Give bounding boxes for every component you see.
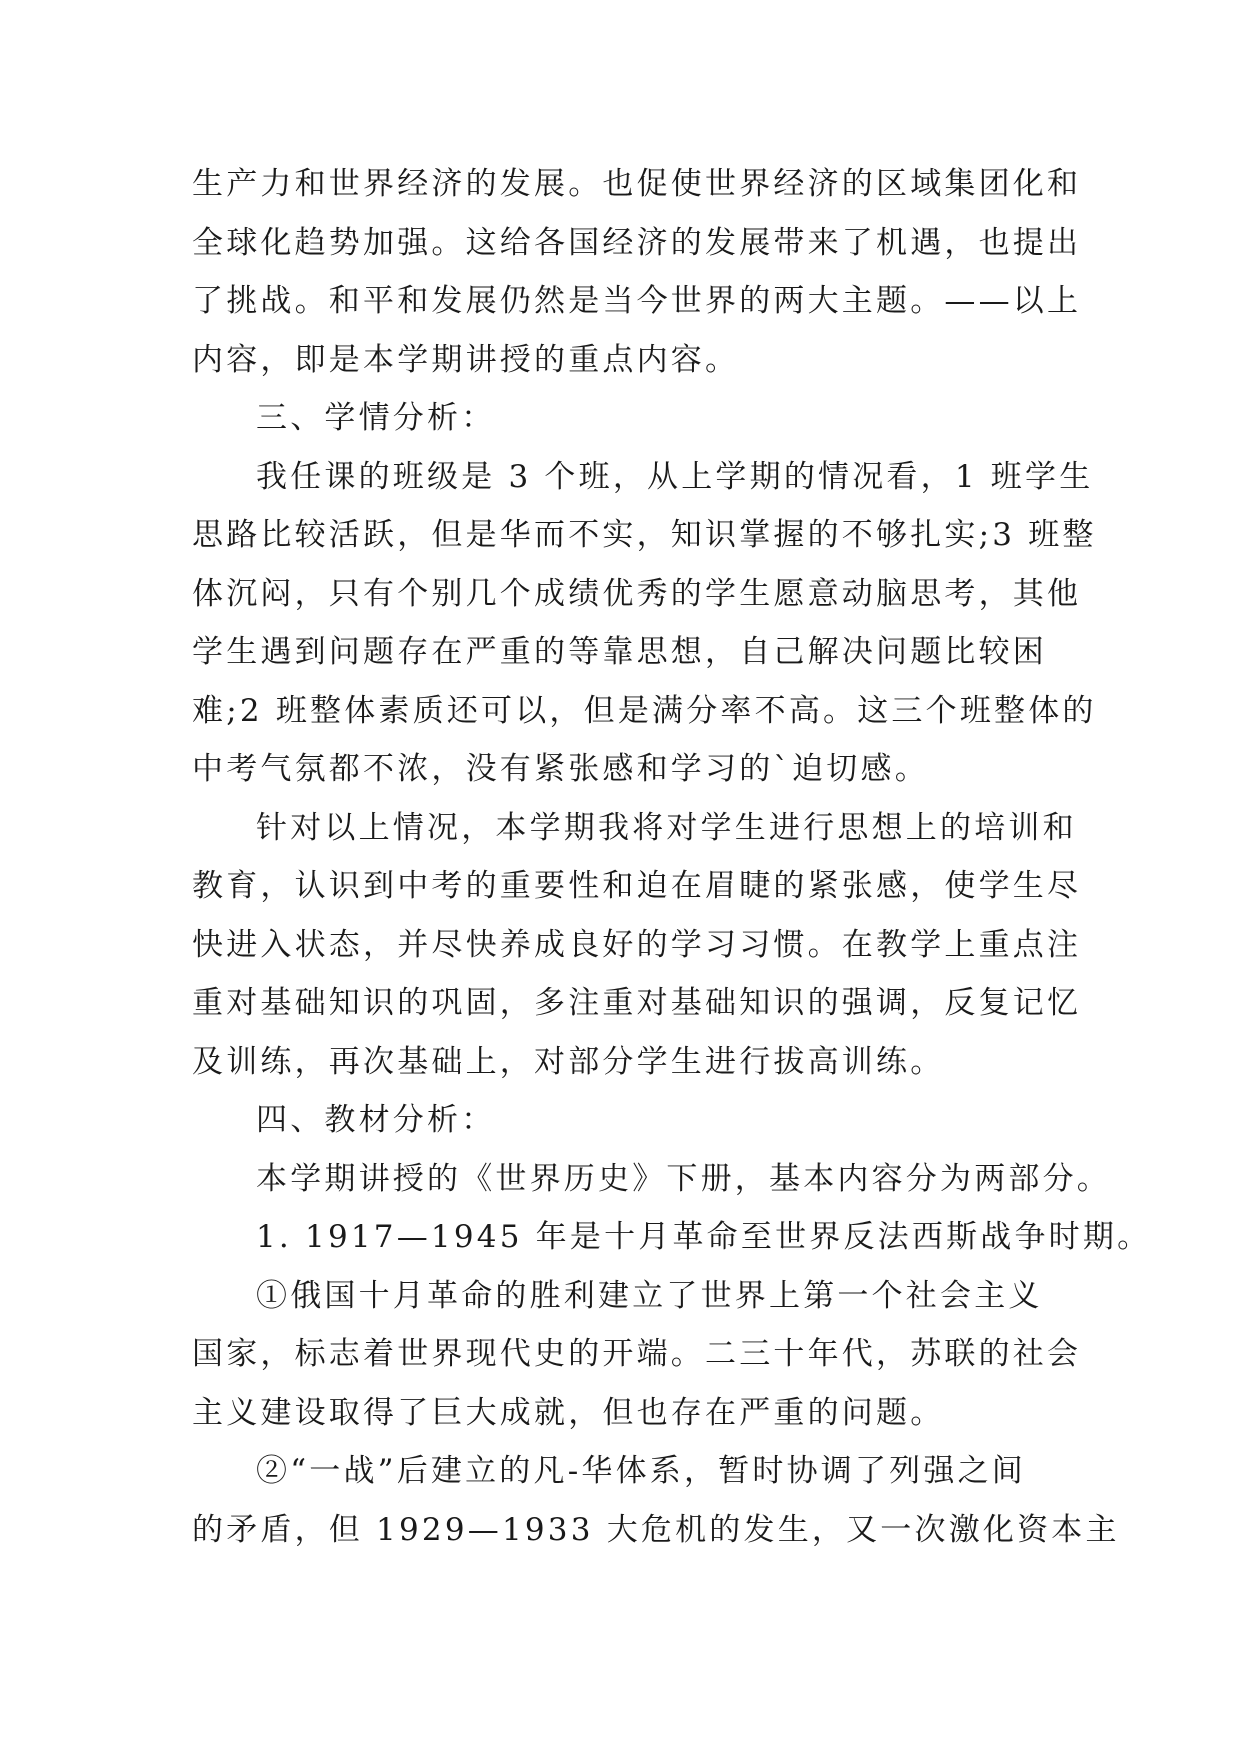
section-heading-textbook-analysis: 四、教材分析： xyxy=(256,1102,496,1138)
text-line: 内容，即是本学期讲授的重点内容。 xyxy=(192,341,740,378)
text-line: 了挑战。和平和发展仍然是当今世界的两大主题。——以上 xyxy=(192,283,1082,319)
text-line: 及训练，再次基础上，对部分学生进行拔高训练。 xyxy=(192,1043,945,1080)
text-line: 的矛盾，但 1929—1933 大危机的发生，又一次激化资本主 xyxy=(192,1511,1120,1548)
text-line: 本学期讲授的《世界历史》下册，基本内容分为两部分。 xyxy=(256,1160,1111,1197)
text-line: 全球化趋势加强。这给各国经济的发展带来了机遇，也提出 xyxy=(192,224,1082,261)
text-line: 思路比较活跃，但是华而不实，知识掌握的不够扎实;3 班整 xyxy=(192,517,1097,553)
text-line: ②“一战”后建立的凡-华体系，暂时协调了列强之间 xyxy=(256,1453,1026,1489)
text-line: 重对基础知识的巩固，多注重对基础知识的强调，反复记忆 xyxy=(192,985,1082,1021)
document-body xyxy=(192,155,1152,1559)
text-line: 快进入状态，并尽快养成良好的学习习惯。在教学上重点注 xyxy=(192,926,1082,963)
text-line: 主义建设取得了巨大成就，但也存在严重的问题。 xyxy=(192,1394,945,1431)
text-line: 学生遇到问题存在严重的等靠思想，自己解决问题比较困 xyxy=(192,634,1047,670)
text-line: 体沉闷，只有个别几个成绩优秀的学生愿意动脑思考，其他 xyxy=(192,575,1082,612)
text-line: 1. 1917—1945 年是十月革命至世界反法西斯战争时期。 xyxy=(256,1219,1152,1255)
text-line: ①俄国十月革命的胜利建立了世界上第一个社会主义 xyxy=(256,1277,1043,1314)
text-line: 国家，标志着世界现代史的开端。二三十年代，苏联的社会 xyxy=(192,1336,1082,1372)
text-line: 教育，认识到中考的重要性和迫在眉睫的紧张感，使学生尽 xyxy=(192,868,1082,904)
text-line: 我任课的班级是 3 个班，从上学期的情况看，1 班学生 xyxy=(256,458,1094,495)
text-line: 难;2 班整体素质还可以，但是满分率不高。这三个班整体的 xyxy=(192,692,1097,729)
section-heading-student-analysis: 三、学情分析： xyxy=(256,400,496,436)
text-line: 中考气氛都不浓，没有紧张感和学习的`迫切感。 xyxy=(192,751,929,787)
text-line: 生产力和世界经济的发展。也促使世界经济的区域集团化和 xyxy=(192,166,1082,202)
text-line: 针对以上情况，本学期我将对学生进行思想上的培训和 xyxy=(256,809,1077,846)
